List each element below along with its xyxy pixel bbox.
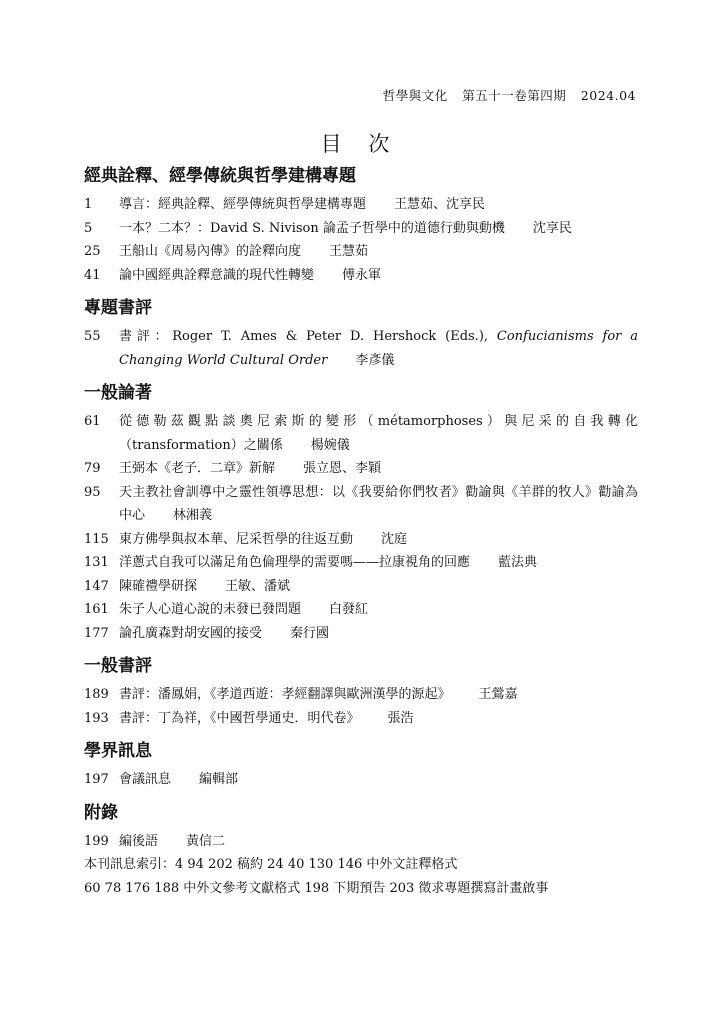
- toc-entry[interactable]: [84, 622, 638, 646]
- index-line-1: 本刊訊息索引：4 94 202 稿約 24 40 130 146 中外文註釋格式: [84, 857, 458, 872]
- toc-entry[interactable]: [84, 481, 638, 528]
- entry-title: 書評：丁為祥，《中國哲學通史．明代卷》: [119, 710, 360, 726]
- page-number: 1: [84, 197, 93, 212]
- toc-entry[interactable]: [84, 551, 638, 575]
- journal-header: [373, 86, 636, 104]
- entry-author: 白發紅: [329, 602, 369, 617]
- entry-title: 書評：潘鳳娟，《孝道西遊：孝經翻譯與歐洲漢學的源起》: [119, 687, 451, 702]
- entry-author: 王鶯嘉: [478, 687, 518, 702]
- page-title: 目 次: [320, 132, 400, 156]
- entry-author: 黃信二: [186, 833, 226, 849]
- entry-author: 林湘義: [173, 508, 213, 523]
- toc-entry[interactable]: [84, 768, 638, 792]
- section-title: 專題書評: [84, 298, 152, 318]
- section-entries: [84, 683, 638, 730]
- section-title: 經典詮釋、經學傳統與哲學建構專題: [84, 166, 356, 186]
- page-number: 197: [84, 772, 109, 787]
- page-number: 131: [84, 555, 109, 570]
- section-title: 一般書評: [84, 656, 152, 676]
- entry-author: 李彥儀: [355, 352, 395, 368]
- book-title: Confucianisms for a Changing World Cultural Order: [119, 329, 638, 368]
- entry-title: 王船山《周易內傳》的詮釋向度: [119, 244, 302, 259]
- section-title: 附錄: [84, 802, 118, 823]
- toc-entry[interactable]: [84, 410, 638, 457]
- entry-author: 王慧茹、沈享民: [394, 197, 486, 212]
- toc-entry[interactable]: [84, 325, 638, 372]
- section-title: 一般論著: [84, 383, 152, 403]
- section-entries: [84, 193, 638, 287]
- page-number: 41: [84, 267, 101, 283]
- entry-title: 導言：經典詮釋、經學傳統與哲學建構專題: [119, 197, 367, 212]
- entry-title: 朱子人心道心說的未發已發問題: [119, 602, 302, 617]
- journal-date: 2024.04: [580, 88, 636, 103]
- section-entries: [84, 325, 638, 372]
- entry-title: 編後語: [119, 833, 159, 849]
- page-number: 115: [84, 531, 109, 547]
- entry-title: 從德勒茲觀點談奧尼索斯的變形（métamorphoses）與尼采的自我轉化（transformation）之關係: [119, 414, 638, 453]
- page-number: 177: [84, 625, 109, 641]
- page-number: 95: [84, 484, 101, 500]
- entry-title: 論中國經典詮釋意識的現代性轉變: [119, 267, 315, 283]
- toc-entry[interactable]: [84, 575, 638, 599]
- page-number: 147: [84, 578, 109, 594]
- page-number: 199: [84, 833, 109, 849]
- entry-author: 楊婉儀: [310, 437, 350, 453]
- toc-entry[interactable]: [84, 240, 638, 264]
- entry-title: 會議訊息: [119, 772, 172, 787]
- section-entries: [84, 410, 638, 645]
- entry-title: 王弼本《老子．二章》新解: [119, 461, 276, 476]
- entry-author: 秦行國: [290, 625, 330, 641]
- entry-title: 書評：Roger T. Ames & Peter D. Hershock (Eds.),: [119, 329, 497, 344]
- page-number: 61: [84, 414, 101, 429]
- page-number: 79: [84, 461, 101, 476]
- page-number: 193: [84, 710, 109, 726]
- toc-entry[interactable]: [84, 707, 638, 731]
- toc-entry[interactable]: [84, 830, 638, 854]
- section-title: 學界訊息: [84, 741, 152, 761]
- journal-volume: 第五十一卷第四期: [462, 88, 567, 103]
- toc-entry[interactable]: [84, 217, 638, 241]
- toc-entry[interactable]: [84, 683, 638, 707]
- entry-title: 一本？二本？：David S. Nivison 論孟子哲學中的道德行動與動機: [119, 220, 505, 236]
- section-entries: [84, 830, 638, 854]
- entry-title: 論孔廣森對胡安國的接受: [119, 625, 263, 641]
- journal-name: 哲學與文化: [382, 88, 448, 103]
- entry-author: 張立恩、李穎: [303, 461, 382, 476]
- page-number: 25: [84, 244, 101, 259]
- entry-author: 張浩: [387, 710, 414, 726]
- entry-author: 王慧茹: [329, 244, 369, 259]
- page-number: 161: [84, 602, 109, 617]
- entry-author: 藍法典: [498, 555, 538, 570]
- entry-title: 天主教社會訓導中之靈性領導思想：以《我要給你們牧者》勸諭與《羊群的牧人》勸諭為中心: [119, 484, 638, 523]
- table-of-contents: [84, 164, 638, 900]
- section-entries: [84, 768, 638, 792]
- toc-entry[interactable]: [84, 528, 638, 552]
- entry-author: 傅永軍: [342, 267, 382, 283]
- entry-author: 沈享民: [532, 220, 572, 236]
- toc-entry[interactable]: [84, 598, 638, 622]
- entry-title: 洋蔥式自我可以滿足角色倫理學的需要嗎——拉康視角的回應: [119, 555, 471, 570]
- toc-entry[interactable]: [84, 193, 638, 217]
- entry-title: 東方佛學與叔本華、尼采哲學的往返互動: [119, 531, 354, 547]
- toc-entry[interactable]: [84, 457, 638, 481]
- entry-author: 沈庭: [381, 531, 408, 547]
- page-number: 5: [84, 220, 93, 236]
- page-number: 189: [84, 687, 109, 702]
- entry-title: 陳確禮學研探: [119, 578, 198, 594]
- entry-author: 編輯部: [199, 772, 239, 787]
- index-line-2: 60 78 176 188 中外文參考文獻格式 198 下期預告 203 徵求專題撰寫計畫啟事: [84, 880, 549, 896]
- entry-author: 王敏、潘斌: [225, 578, 291, 594]
- page-number: 55: [84, 329, 101, 344]
- toc-entry[interactable]: [84, 264, 638, 288]
